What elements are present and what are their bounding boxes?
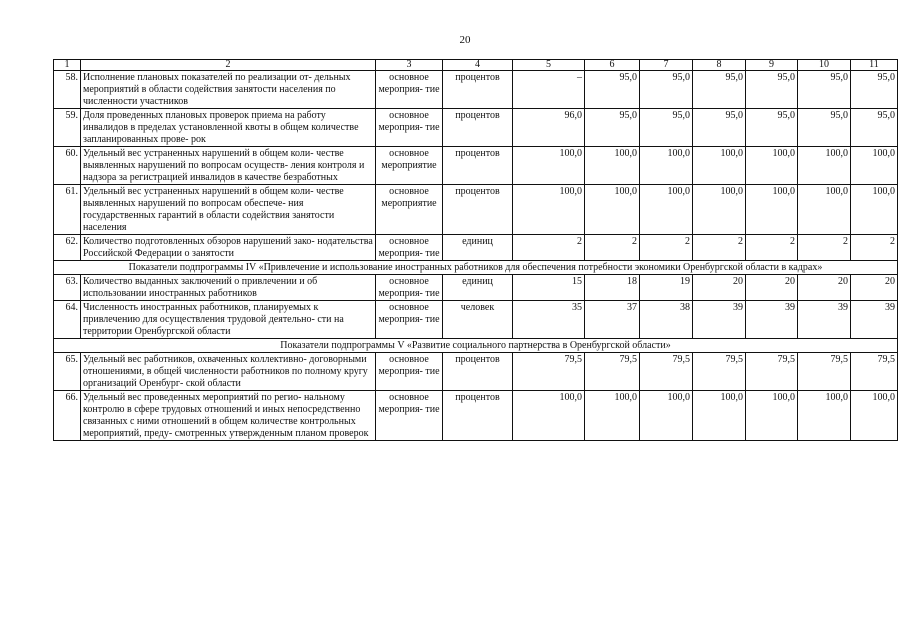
column-header: 10 — [798, 60, 851, 71]
unit-of-measure: процентов — [443, 185, 513, 235]
value-cell: 100,0 — [693, 185, 746, 235]
value-cell: 39 — [798, 301, 851, 339]
table-row — [54, 275, 898, 301]
value-cell: 39 — [693, 301, 746, 339]
unit-of-measure: человек — [443, 301, 513, 339]
value-cell: 79,5 — [640, 353, 693, 391]
section-header-row — [54, 261, 898, 275]
row-number: 59. — [54, 109, 81, 147]
value-cell: 100,0 — [513, 185, 585, 235]
value-cell: 18 — [585, 275, 640, 301]
value-cell: 100,0 — [746, 147, 798, 185]
indicator-name: Удельный вес устраненных нарушений в общем коли- честве выявленных нарушений по вопросам обеспече- ния государственных гарантий в области содействия занятости населения — [81, 185, 376, 235]
indicator-type: основное мероприя- тие — [376, 109, 443, 147]
value-cell: 79,5 — [746, 353, 798, 391]
value-cell: 100,0 — [798, 185, 851, 235]
value-cell: 100,0 — [585, 391, 640, 441]
indicator-type: основное мероприя- тие — [376, 71, 443, 109]
indicator-name: Удельный вес устраненных нарушений в общем коли- честве выявленных нарушений по вопросам осуществ- ления контроля и надзора за регистрацией инвалидов в качестве безработных — [81, 147, 376, 185]
value-cell: 2 — [513, 235, 585, 261]
value-cell: 100,0 — [640, 147, 693, 185]
value-cell: 100,0 — [585, 147, 640, 185]
value-cell: 95,0 — [798, 71, 851, 109]
value-cell: 20 — [851, 275, 898, 301]
value-cell: 95,0 — [585, 71, 640, 109]
section-header-row — [54, 339, 898, 353]
value-cell: 100,0 — [851, 391, 898, 441]
row-number: 58. — [54, 71, 81, 109]
column-header: 1 — [54, 60, 81, 71]
unit-of-measure: процентов — [443, 353, 513, 391]
value-cell: 2 — [798, 235, 851, 261]
table-row — [54, 391, 898, 441]
indicator-type: основное мероприя- тие — [376, 275, 443, 301]
column-header: 9 — [746, 60, 798, 71]
indicator-name: Доля проведенных плановых проверок приема на работу инвалидов в пределах установленной квоты в общем количестве запланированных прове- рок — [81, 109, 376, 147]
indicator-name: Удельный вес работников, охваченных коллективно- договорными отношениями, в общей численности работников по полному кругу организаций Оренбург- ской области — [81, 353, 376, 391]
value-cell: 37 — [585, 301, 640, 339]
value-cell: 95,0 — [746, 109, 798, 147]
column-header-row — [54, 60, 898, 71]
value-cell: 95,0 — [640, 109, 693, 147]
subprogram-title: Показатели подпрограммы IV «Привлечение и использование иностранных работников для обеспечения потребности экономики Оренбургской области в кадрах» — [54, 261, 898, 275]
value-cell: 39 — [851, 301, 898, 339]
column-header: 8 — [693, 60, 746, 71]
column-header: 11 — [851, 60, 898, 71]
value-cell: 95,0 — [746, 71, 798, 109]
value-cell: 95,0 — [798, 109, 851, 147]
table-row — [54, 353, 898, 391]
value-cell: 100,0 — [640, 391, 693, 441]
column-header: 2 — [81, 60, 376, 71]
value-cell: 100,0 — [693, 147, 746, 185]
column-header: 4 — [443, 60, 513, 71]
indicators-table — [53, 59, 898, 441]
value-cell: 100,0 — [693, 391, 746, 441]
value-cell: 35 — [513, 301, 585, 339]
value-cell: 100,0 — [851, 185, 898, 235]
value-cell: 100,0 — [513, 391, 585, 441]
value-cell: 2 — [693, 235, 746, 261]
row-number: 66. — [54, 391, 81, 441]
table-row — [54, 71, 898, 109]
indicator-name: Численность иностранных работников, планируемых к привлечению для осуществления трудовой деятельно- сти на территории Оренбургской области — [81, 301, 376, 339]
value-cell: 20 — [693, 275, 746, 301]
indicator-name: Количество подготовленных обзоров нарушений зако- нодательства Российской Федерации о занятости — [81, 235, 376, 261]
value-cell: 79,5 — [798, 353, 851, 391]
value-cell: 20 — [798, 275, 851, 301]
value-cell: 2 — [746, 235, 798, 261]
value-cell: 95,0 — [851, 71, 898, 109]
table-row — [54, 185, 898, 235]
indicator-name: Количество выданных заключений о привлечении и об использовании иностранных работников — [81, 275, 376, 301]
unit-of-measure: процентов — [443, 147, 513, 185]
page-number: 20 — [459, 34, 471, 46]
value-cell: 95,0 — [851, 109, 898, 147]
indicator-type: основное мероприятие — [376, 185, 443, 235]
value-cell: 79,5 — [585, 353, 640, 391]
value-cell: 38 — [640, 301, 693, 339]
row-number: 65. — [54, 353, 81, 391]
value-cell: 39 — [746, 301, 798, 339]
column-header: 5 — [513, 60, 585, 71]
value-cell: 100,0 — [851, 147, 898, 185]
value-cell: 79,5 — [513, 353, 585, 391]
value-cell: 79,5 — [693, 353, 746, 391]
value-cell: 100,0 — [513, 147, 585, 185]
value-cell: 15 — [513, 275, 585, 301]
subprogram-title: Показатели подпрограммы V «Развитие социального партнерства в Оренбургской области» — [54, 339, 898, 353]
value-cell: 100,0 — [798, 391, 851, 441]
value-cell: 95,0 — [585, 109, 640, 147]
row-number: 60. — [54, 147, 81, 185]
unit-of-measure: процентов — [443, 109, 513, 147]
value-cell: 2 — [851, 235, 898, 261]
indicator-type: основное мероприятие — [376, 147, 443, 185]
table-row — [54, 235, 898, 261]
row-number: 62. — [54, 235, 81, 261]
unit-of-measure: единиц — [443, 275, 513, 301]
table-row — [54, 109, 898, 147]
value-cell: 100,0 — [746, 185, 798, 235]
value-cell: 19 — [640, 275, 693, 301]
value-cell: 100,0 — [585, 185, 640, 235]
indicator-type: основное мероприя- тие — [376, 391, 443, 441]
value-cell: 100,0 — [798, 147, 851, 185]
value-cell: 95,0 — [640, 71, 693, 109]
table-row — [54, 147, 898, 185]
row-number: 61. — [54, 185, 81, 235]
indicator-type: основное мероприя- тие — [376, 301, 443, 339]
row-number: 63. — [54, 275, 81, 301]
indicator-name: Удельный вес проведенных мероприятий по регио- нальному контролю в сфере трудовых отношений и иных непосредственно связанных с ними отношений в общем количестве контрольных мероприятий, преду- смотренных утвержденным планом проверок — [81, 391, 376, 441]
value-cell: 100,0 — [746, 391, 798, 441]
indicator-name: Исполнение плановых показателей по реализации от- дельных мероприятий в области содействия занятости населения по численности участников — [81, 71, 376, 109]
unit-of-measure: процентов — [443, 71, 513, 109]
value-cell: – — [513, 71, 585, 109]
unit-of-measure: процентов — [443, 391, 513, 441]
indicator-type: основное мероприя- тие — [376, 235, 443, 261]
unit-of-measure: единиц — [443, 235, 513, 261]
column-header: 6 — [585, 60, 640, 71]
value-cell: 79,5 — [851, 353, 898, 391]
row-number: 64. — [54, 301, 81, 339]
value-cell: 2 — [585, 235, 640, 261]
value-cell: 95,0 — [693, 109, 746, 147]
indicator-type: основное мероприя- тие — [376, 353, 443, 391]
value-cell: 95,0 — [693, 71, 746, 109]
column-header: 3 — [376, 60, 443, 71]
table-row — [54, 301, 898, 339]
value-cell: 2 — [640, 235, 693, 261]
column-header: 7 — [640, 60, 693, 71]
value-cell: 100,0 — [640, 185, 693, 235]
value-cell: 96,0 — [513, 109, 585, 147]
value-cell: 20 — [746, 275, 798, 301]
